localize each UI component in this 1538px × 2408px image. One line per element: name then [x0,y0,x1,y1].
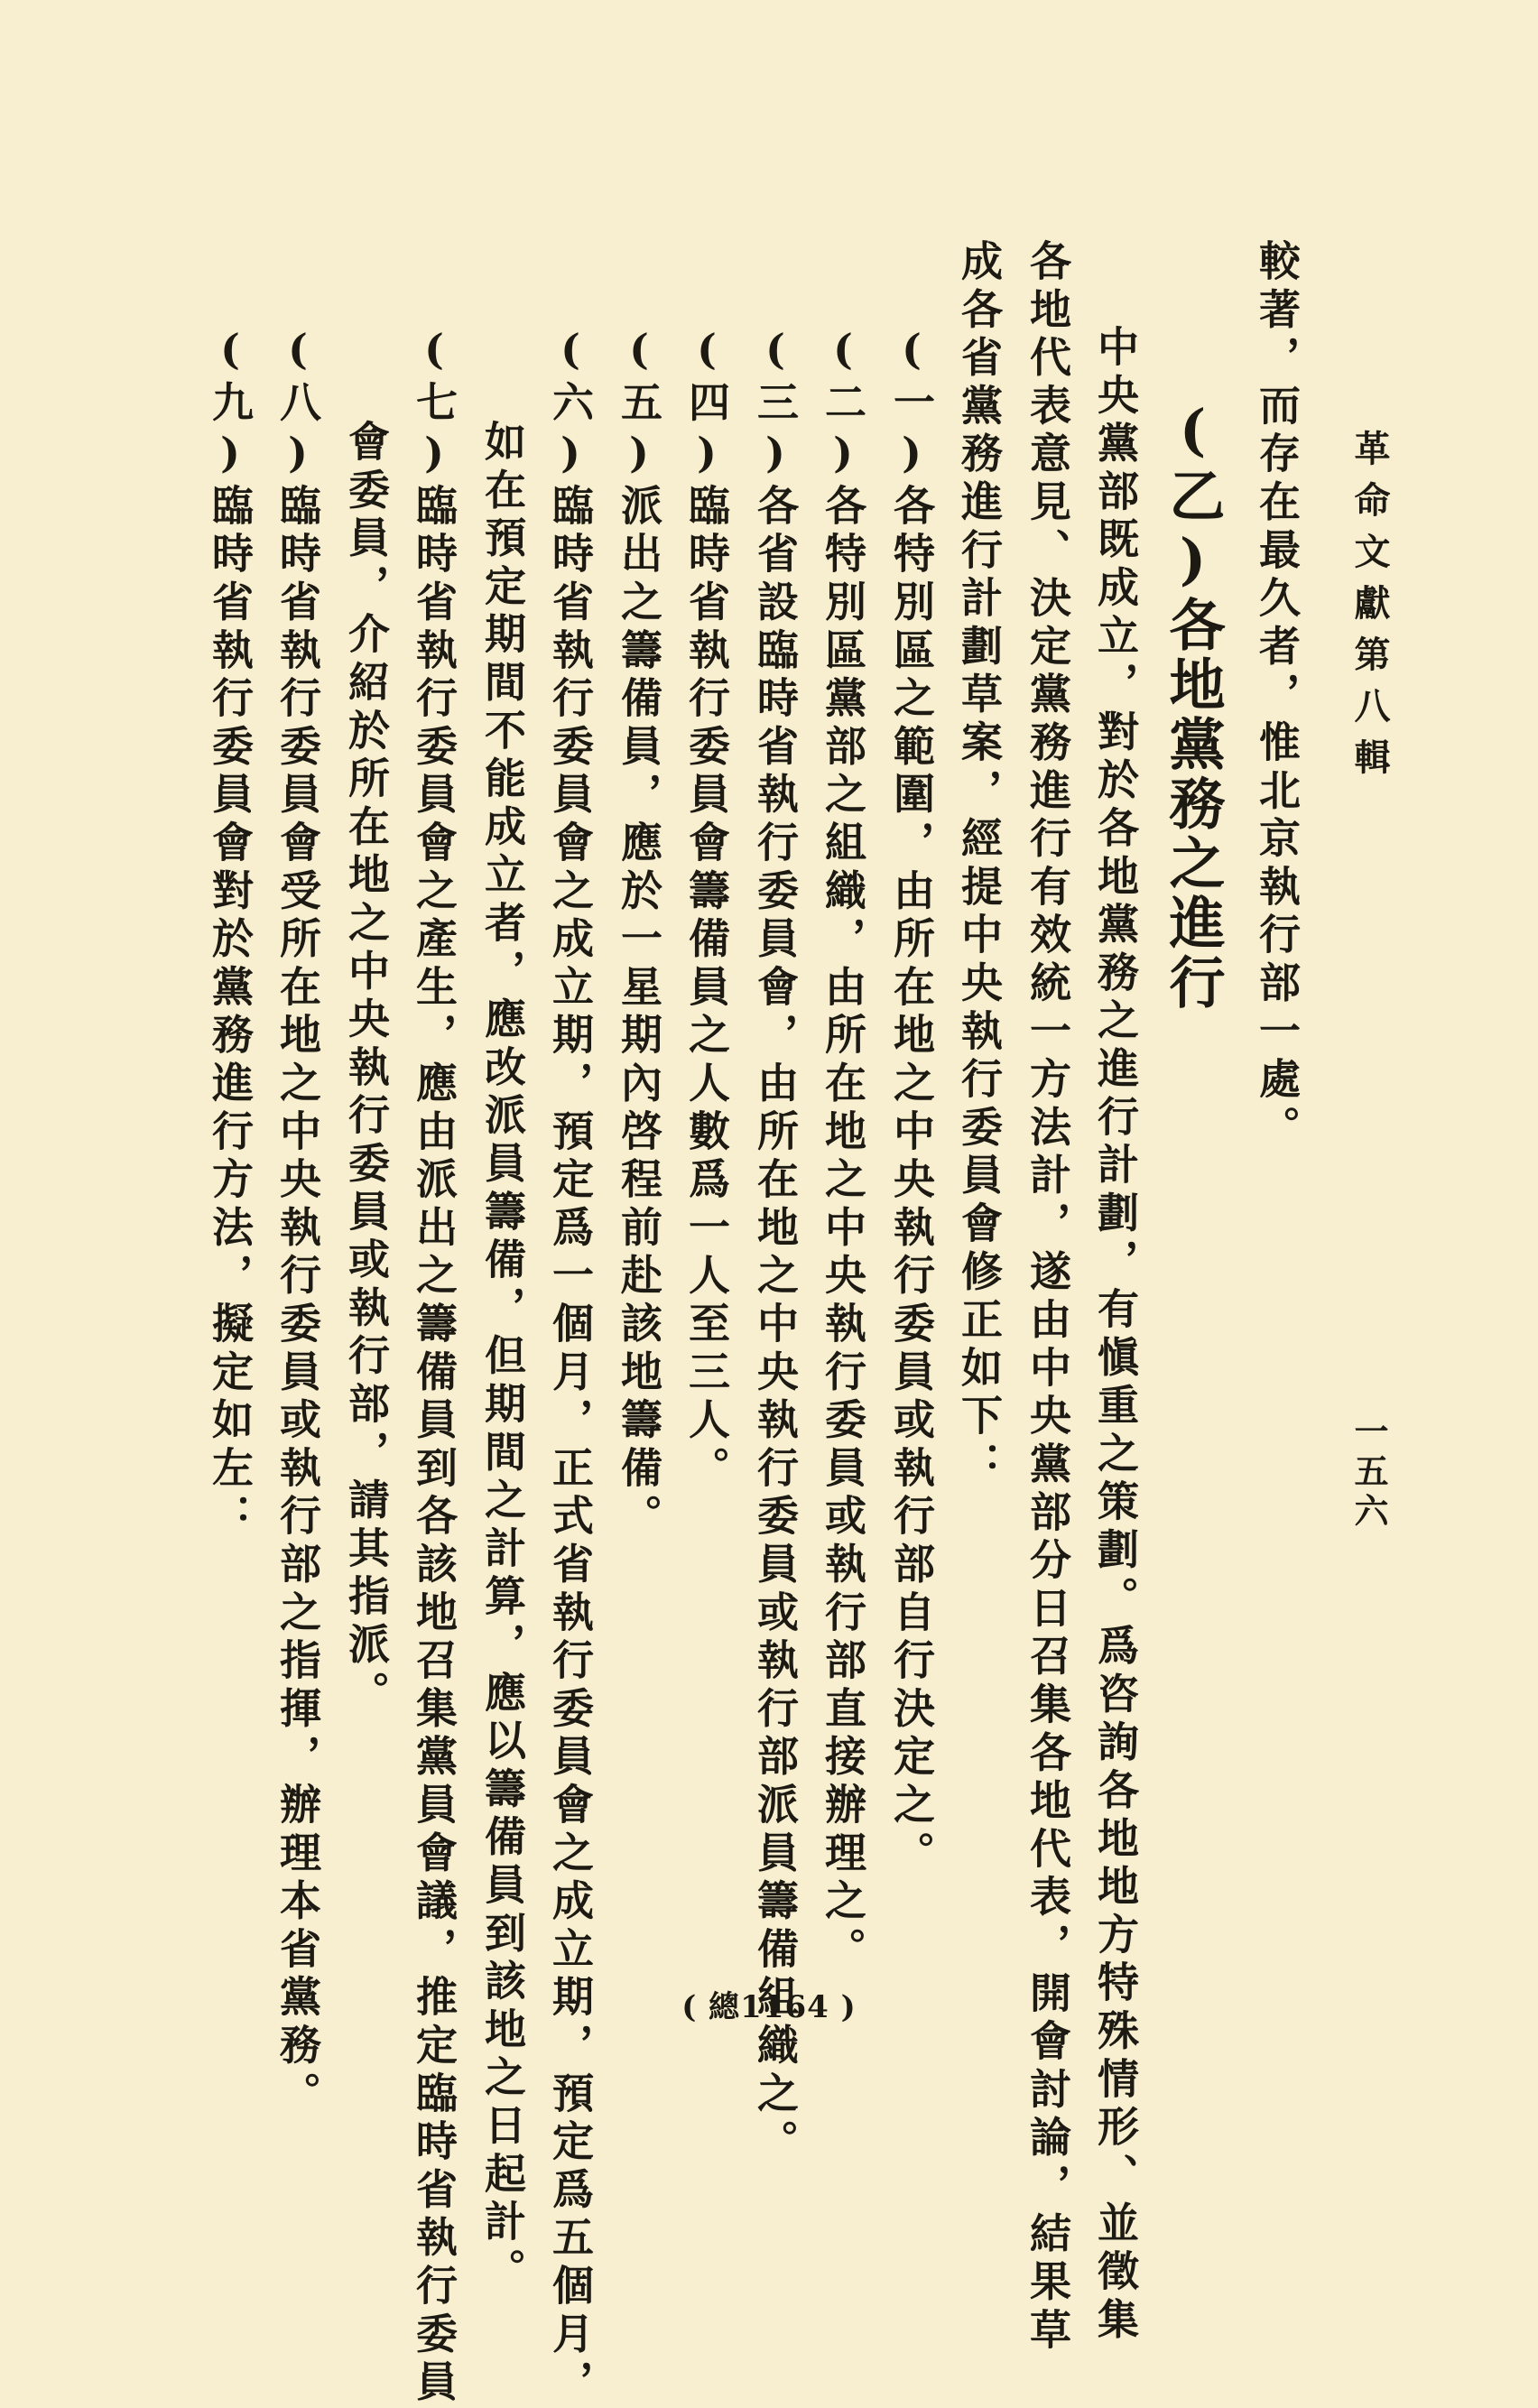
text-column: 較著，而存在最久者，惟北京執行部一處。 [1253,239,1302,1153]
list-item-continuation: 會委員，介紹於所在地之中央執行委員或執行部，請其指派。 [342,420,391,1719]
list-item: (七)臨時省執行委員會之產生，應由派出之籌備員到各該地召集黨員會議，推定臨時省執行委員 [410,325,459,2408]
list-item: (九)臨時省執行委員會對於黨務進行方法，擬定如左： [206,325,255,1542]
list-item: (一)各特別區之範圍，由所在地之中央執行委員或執行部自行決定之。 [887,325,936,1879]
list-item: (二)各特別區黨部之組織，由所在地之中央執行委員或執行部直接辦理之。 [819,325,867,1976]
list-item: (五)派出之籌備員，應於一星期內啓程前赴該地籌備。 [615,325,663,1542]
list-item: (三)各省設臨時省執行委員會，由所在地之中央執行委員或執行部派員籌備組織之。 [751,325,800,2168]
list-item: (四)臨時省執行委員會籌備員之人數爲一人至三人。 [682,325,731,1495]
running-title: 革命文獻第八輯 [1348,430,1391,790]
list-item: (八)臨時省執行委員會受所在地之中央執行委員或執行部之指揮，辦理本省黨務。 [273,325,322,2120]
list-item: (六)臨時省執行委員會之成立期，預定爲一個月，正式省執行委員會之成立期，預定爲五個月， [546,325,595,2408]
text-column: 中央黨部既成立，對於各地黨務之進行計劃，有愼重之策劃。爲咨詢各地地方特殊情形、並徵集 [1091,325,1140,2346]
footer-page-total: ( 總1164 ) [681,1989,857,2025]
list-item-continuation: 如在預定期間不能成立者，應改派員籌備，但期間之計算，應以籌備員到該地之日起計。 [478,420,527,2296]
page-number: 一五六 [1348,1413,1389,1533]
text-column: 成各省黨務進行計劃草案，經提中央執行委員會修正如下： [955,239,1004,1490]
text-column: 各地代表意見、決定黨務進行有效統一方法計，遂由中央黨部分日召集各地代表，開會討論，結果草 [1024,239,1072,2357]
section-heading: (乙)各地黨務之進行 [1160,397,1226,1013]
